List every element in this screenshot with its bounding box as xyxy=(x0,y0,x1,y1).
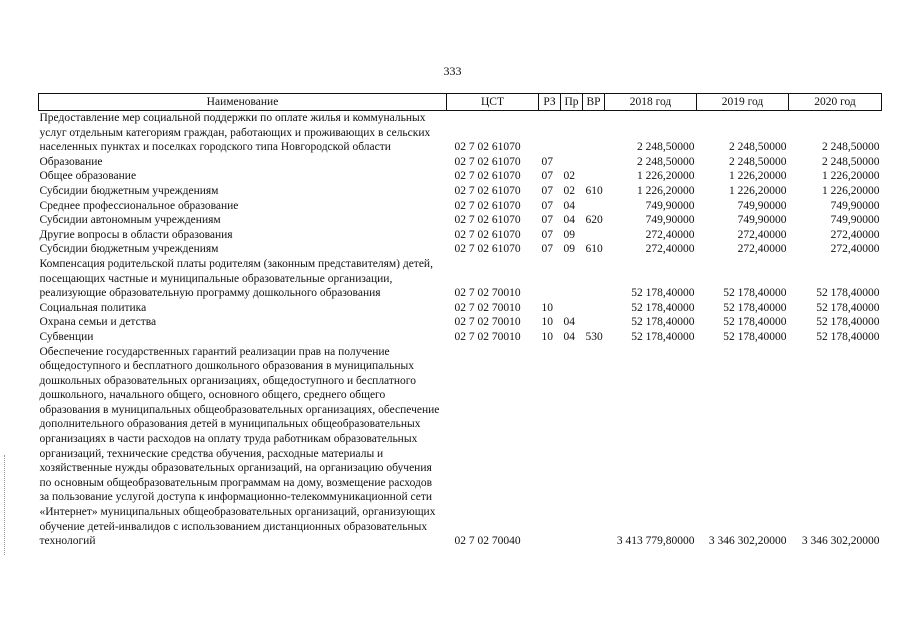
table-row xyxy=(39,257,882,301)
cell-vr: 610 xyxy=(585,243,603,256)
header-2020: 2020 год xyxy=(789,94,882,111)
cell-pr xyxy=(561,257,583,301)
cell-2020: 272,40000 xyxy=(830,243,880,256)
cell-rz: 07 xyxy=(541,184,553,197)
cell-rz: 10 xyxy=(541,301,553,314)
table-row xyxy=(39,213,882,228)
cell-rz: 10 xyxy=(541,330,553,343)
cell-2019: 749,90000 xyxy=(737,214,787,227)
cell-2019: 2 248,50000 xyxy=(729,141,787,154)
cell-cst: 02 7 02 61070 xyxy=(454,170,521,183)
cell-vr: 530 xyxy=(585,330,603,343)
cell-2018: 52 178,40000 xyxy=(631,330,695,343)
cell-pr xyxy=(561,155,583,170)
cell-rz: 07 xyxy=(541,228,553,241)
header-rz: РЗ xyxy=(539,94,561,111)
cell-cst: 02 7 02 61070 xyxy=(454,184,521,197)
table-header xyxy=(39,94,882,111)
cell-2020: 749,90000 xyxy=(830,199,880,212)
cell-cst: 02 7 02 61070 xyxy=(454,155,521,168)
cell-2020: 1 226,20000 xyxy=(822,170,880,183)
page-number: 333 xyxy=(443,64,462,78)
cell-2020: 52 178,40000 xyxy=(816,301,880,314)
cell-2019: 1 226,20000 xyxy=(729,170,787,183)
cell-2019: 272,40000 xyxy=(737,243,787,256)
table-row xyxy=(39,169,882,184)
cell-vr xyxy=(583,228,605,243)
table-row xyxy=(39,155,882,170)
cell-rz: 07 xyxy=(541,214,553,227)
cell-pr xyxy=(561,111,583,155)
cell-2020: 272,40000 xyxy=(830,228,880,241)
cell-2018: 2 248,50000 xyxy=(637,141,695,154)
cell-rz xyxy=(539,111,561,155)
cell-name: Охрана семьи и детства xyxy=(39,316,157,329)
cell-name: Обеспечение государственных гарантий реализации прав на получение общедоступного и бесплатного дошкольного образования в муниципальных дошкольных образовательных организациях, общедоступного и бесплатного дошкольного, начального общего, основного общего, среднего общего образования в муниципальных общеобразовательных организациях, обеспечение дополнительного образования детей в муниципальных общеобразовательных организациях в части расходов на оплату труда работникам образовательных организаций, технические средства обучения, расходные материалы и хозяйственные нужды образовательных организаций, на организацию обучения по основным общеобразовательным программам на дому, возмещение расходов за пользование услугой доступа к информационно-телекоммуникационной сети «Интернет» муниципальных общеобразовательных организаций, организующих обучение детей-инвалидов с использованием дистанционных образовательных технологий xyxy=(39,345,440,548)
table-row xyxy=(39,330,882,345)
cell-name: Предоставление мер социальной поддержки по оплате жилья и коммунальных услуг отдельным категориям граждан, работающих и проживающих в сельских населенных пунктах и поселках городского типа Новгородской области xyxy=(39,112,431,154)
cell-2018: 272,40000 xyxy=(645,228,695,241)
cell-rz: 07 xyxy=(541,170,553,183)
cell-cst: 02 7 02 70010 xyxy=(454,287,521,300)
cell-pr: 04 xyxy=(563,316,575,329)
cell-cst: 02 7 02 61070 xyxy=(454,228,521,241)
cell-2019: 749,90000 xyxy=(737,199,787,212)
cell-name: Субвенции xyxy=(39,330,94,343)
cell-name: Другие вопросы в области образования xyxy=(39,228,233,241)
table-row xyxy=(39,301,882,316)
cell-2018: 749,90000 xyxy=(645,214,695,227)
header-name: Наименование xyxy=(39,94,447,111)
cell-vr: 620 xyxy=(585,214,603,227)
cell-2020: 52 178,40000 xyxy=(816,330,880,343)
cell-2020: 1 226,20000 xyxy=(822,184,880,197)
header-row xyxy=(39,94,882,111)
cell-2019: 52 178,40000 xyxy=(723,301,787,314)
header-2019: 2019 год xyxy=(697,94,789,111)
cell-rz xyxy=(539,257,561,301)
cell-vr xyxy=(583,155,605,170)
cell-cst: 02 7 02 70040 xyxy=(454,535,521,548)
cell-cst: 02 7 02 61070 xyxy=(454,243,521,256)
cell-2018: 52 178,40000 xyxy=(631,287,695,300)
cell-2018: 1 226,20000 xyxy=(637,184,695,197)
cell-2019: 2 248,50000 xyxy=(729,155,787,168)
cell-name: Образование xyxy=(39,155,103,168)
cell-pr: 09 xyxy=(563,243,575,256)
cell-vr xyxy=(583,111,605,155)
cell-pr: 02 xyxy=(563,170,575,183)
margin-dots xyxy=(4,455,7,555)
cell-name: Субсидии бюджетным учреждениям xyxy=(39,243,219,256)
cell-2019: 3 346 302,20000 xyxy=(708,535,787,548)
table-row xyxy=(39,242,882,257)
cell-2019: 52 178,40000 xyxy=(723,316,787,329)
cell-rz: 07 xyxy=(541,155,553,168)
cell-2018: 2 248,50000 xyxy=(637,155,695,168)
cell-2018: 52 178,40000 xyxy=(631,316,695,329)
cell-pr: 04 xyxy=(563,330,575,343)
table-body xyxy=(39,111,882,549)
cell-vr xyxy=(583,315,605,330)
cell-cst: 02 7 02 61070 xyxy=(454,199,521,212)
cell-2018: 272,40000 xyxy=(645,243,695,256)
cell-2020: 52 178,40000 xyxy=(816,316,880,329)
budget-table xyxy=(38,93,882,549)
cell-rz xyxy=(539,345,561,549)
cell-pr xyxy=(561,345,583,549)
cell-pr xyxy=(561,301,583,316)
cell-name: Общее образование xyxy=(39,170,137,183)
cell-name: Субсидии бюджетным учреждениям xyxy=(39,184,219,197)
cell-2019: 272,40000 xyxy=(737,228,787,241)
cell-vr: 610 xyxy=(585,184,603,197)
cell-2019: 1 226,20000 xyxy=(729,184,787,197)
table-row xyxy=(39,184,882,199)
table-row xyxy=(39,228,882,243)
cell-2018: 1 226,20000 xyxy=(637,170,695,183)
cell-2020: 749,90000 xyxy=(830,214,880,227)
cell-pr: 02 xyxy=(563,184,575,197)
cell-2020: 2 248,50000 xyxy=(822,155,880,168)
cell-rz: 07 xyxy=(541,243,553,256)
cell-rz: 10 xyxy=(541,316,553,329)
cell-2020: 2 248,50000 xyxy=(822,141,880,154)
cell-2020: 52 178,40000 xyxy=(816,287,880,300)
cell-cst: 02 7 02 70010 xyxy=(454,330,521,343)
table-row xyxy=(39,315,882,330)
header-vr: ВР xyxy=(583,94,605,111)
cell-pr: 09 xyxy=(563,228,575,241)
cell-vr xyxy=(583,301,605,316)
cell-cst: 02 7 02 70010 xyxy=(454,301,521,314)
cell-rz: 07 xyxy=(541,199,553,212)
table-row xyxy=(39,111,882,155)
table-row xyxy=(39,199,882,214)
cell-name: Социальная политика xyxy=(39,301,147,314)
header-2018: 2018 год xyxy=(605,94,697,111)
cell-2019: 52 178,40000 xyxy=(723,287,787,300)
cell-2019: 52 178,40000 xyxy=(723,330,787,343)
cell-vr xyxy=(583,257,605,301)
cell-vr xyxy=(583,169,605,184)
cell-cst: 02 7 02 61070 xyxy=(454,141,521,154)
table-row xyxy=(39,345,882,549)
cell-2020: 3 346 302,20000 xyxy=(801,535,880,548)
header-pr: Пр xyxy=(561,94,583,111)
cell-2018: 749,90000 xyxy=(645,199,695,212)
cell-2018: 52 178,40000 xyxy=(631,301,695,314)
cell-vr xyxy=(583,199,605,214)
cell-pr: 04 xyxy=(563,214,575,227)
cell-vr xyxy=(583,345,605,549)
cell-cst: 02 7 02 70010 xyxy=(454,316,521,329)
cell-name: Субсидии автономным учреждениям xyxy=(39,214,221,227)
cell-name: Среднее профессиональное образование xyxy=(39,199,239,212)
cell-pr: 04 xyxy=(563,199,575,212)
cell-2018: 3 413 779,80000 xyxy=(616,535,695,548)
cell-cst: 02 7 02 61070 xyxy=(454,214,521,227)
cell-name: Компенсация родительской платы родителям (законным представителям) детей, посещающих частные и муниципальные образовательные организации, реализующие образовательную программу дошкольного образования xyxy=(39,257,433,300)
header-cst: ЦСТ xyxy=(447,94,539,111)
